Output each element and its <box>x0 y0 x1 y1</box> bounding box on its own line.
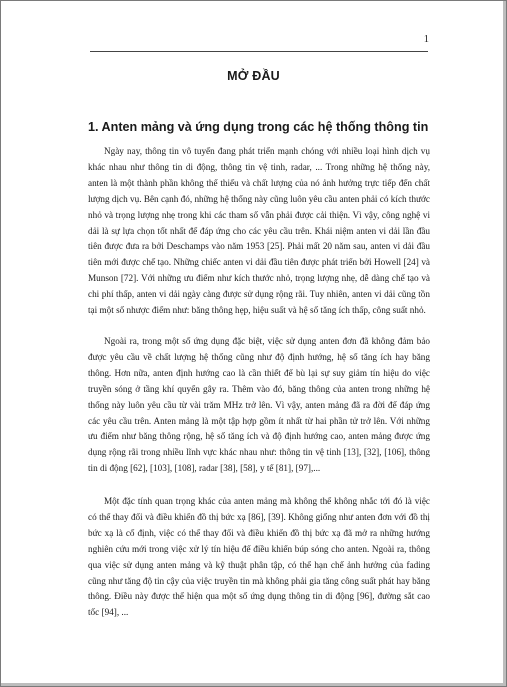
page-number: 1 <box>423 34 429 45</box>
paragraph-3: Một đặc tính quan trọng khác của anten mảng mà không thể không nhắc tới đó là việc có thể thay đổi và điều khiển đồ thị bức xạ [86], [39]. Không giống như anten đơn với đồ thị bức xạ là cố định, việc có thể thay đổi và điều khiển đồ thị bức xạ đã mở ra những hướng nghiên cứu mới trong việc xử lý tín hiệu để điều khiển búp sóng cho anten. Ngoài ra, thông qua việc sử dụng anten mảng và kỹ thuật phân tập, có thể hạn chế ảnh hưởng của fading cũng như tăng độ tin cậy của việc truyền tin mà không phải gia tăng công suất phát hay băng thông. Điều này được thể hiện qua một số ứng dụng thông tin di động [96], đường sắt cao tốc [94], ... <box>88 496 430 618</box>
header-rule <box>90 51 428 52</box>
paragraph-1: Ngày nay, thông tin vô tuyến đang phát triển mạnh chóng với nhiều loại hình dịch vụ khác nhau như thông tin di động, thông tin vệ tinh, radar, ... Trong những hệ thống này, anten là một thành phần không thể thiếu và chất lượng của nó ảnh hưởng trực tiếp đến chất lượng dịch vụ. Bên cạnh đó, những hệ thống này cũng luôn yêu cầu anten phải có kích thước nhỏ và trọng lượng nhẹ trong khi các tham số vẫn phải được cải thiện. Vì vậy, công nghệ vi dải là sự lựa chọn tốt nhất để đáp ứng cho các yêu cầu trên. Khái niệm anten vi dải lần đầu tiên được đưa ra bởi Deschamps vào năm 1953 [25]. Phải mất 20 năm sau, anten vi dải đầu tiên mới được chế tạo. Những chiếc anten vi dải đầu tiên được phát triển bởi Howell [24] và Munson [72]. Với những ưu điểm như kích thước nhỏ, trọng lượng nhẹ, dễ dàng chế tạo và chi phí thấp, anten vi dải ngày càng được sử dụng rộng rãi. Tuy nhiên, anten vi dải cũng tồn tại một số nhược điểm như: băng thông hẹp, hiệu suất và hệ số tăng ích thấp, công suất nhỏ. <box>88 146 430 316</box>
chapter-title: MỞ ĐẦU <box>227 69 280 83</box>
section-heading: 1. Anten mảng và ứng dụng trong các hệ thống thông tin <box>88 120 429 134</box>
paragraph-2: Ngoài ra, trong một số ứng dụng đặc biệt, việc sử dụng anten đơn đã không đảm bảo được yêu cầu về chất lượng hệ thống cũng như độ định hướng, hệ số tăng ích hay băng thông. Hơn nữa, anten định hướng cao là cần thiết để bù lại sự suy giảm tín hiệu do việc truyền sóng ở tầng khí quyển gây ra. Thêm vào đó, băng thông của anten trong những hệ thống này luôn yêu cầu từ vài trăm MHz trở lên. Vì vậy, anten mảng đã ra đời để đáp ứng các yêu cầu trên. Anten mảng là một tập hợp gồm ít nhất từ hai phần tử trở lên. Với những ưu điểm như băng thông rộng, hệ số tăng ích và độ định hướng cao, anten mảng được ứng dụng rộng rãi trong nhiều lĩnh vực khác nhau như: thông tin vệ tinh [13], [32], [106], thông tin di động [62], [103], [108], radar [38], [58], y tế [81], [97],... <box>88 336 430 474</box>
